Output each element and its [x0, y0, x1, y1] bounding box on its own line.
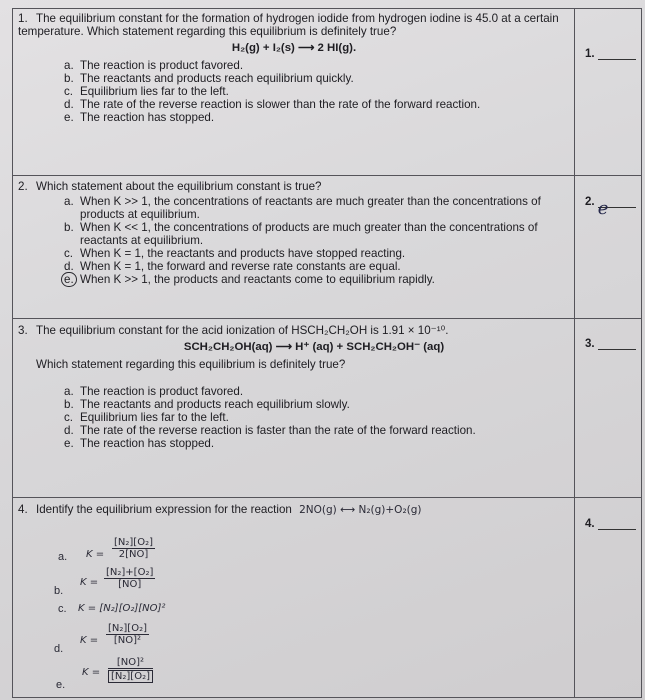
option-letter: c.	[58, 603, 67, 615]
option-text: When K >> 1, the products and reactants come to equilibrium rapidly.	[80, 273, 435, 286]
option-d[interactable]	[64, 260, 570, 273]
question-divider	[12, 497, 642, 498]
question-2	[18, 180, 570, 286]
expression-k: K =	[80, 577, 99, 588]
fraction-denominator: [NO]²	[113, 635, 142, 646]
option-letter: b.	[64, 72, 74, 85]
circled-option-letter: e.	[61, 272, 77, 287]
option-d[interactable]	[64, 98, 570, 111]
option-letter: d.	[64, 98, 74, 111]
option-letter: a.	[64, 59, 74, 72]
answer-options	[64, 59, 570, 124]
option-e[interactable]	[64, 273, 570, 286]
question-text: Which statement regarding this equilibrium is definitely true?	[36, 358, 346, 371]
option-a[interactable]	[64, 59, 570, 72]
answer-label: 2.	[585, 196, 595, 208]
expression-fraction	[106, 623, 149, 646]
option-d[interactable]	[64, 424, 570, 437]
option-c[interactable]	[64, 411, 570, 424]
option-text: Equilibrium lies far to the left.	[80, 411, 229, 424]
question-number: 4.	[18, 503, 28, 516]
option-b[interactable]	[64, 398, 570, 411]
question-text: The equilibrium constant for the formation of hydrogen iodide from hydrogen iodine is 45.0 at a certain temperature. Which statement regarding this equilibrium is definitely true?	[18, 12, 559, 38]
option-letter: b.	[64, 398, 74, 411]
answer-line[interactable]	[598, 48, 636, 60]
question-divider	[12, 175, 642, 176]
option-letter: e.	[56, 679, 66, 691]
option-text: The reaction is product favored.	[80, 385, 244, 398]
option-letter: a.	[58, 551, 68, 563]
answer-line[interactable]	[598, 518, 636, 530]
answer-label: 3.	[585, 338, 595, 350]
option-b[interactable]	[64, 72, 570, 85]
fraction-denominator: [N₂][O₂]	[108, 670, 153, 683]
fraction-numerator: [NO]²	[108, 657, 153, 669]
option-text: The reaction has stopped.	[80, 111, 215, 124]
answer-blank-1[interactable]	[585, 48, 636, 60]
option-letter: d.	[64, 260, 74, 273]
chemical-equation: SCH₂CH₂OH(aq) ⟶ H⁺ (aq) + SCH₂CH₂OH⁻ (aq)	[183, 341, 445, 353]
answer-blank-2[interactable]	[585, 196, 636, 219]
fraction-denominator: [NO]	[118, 579, 142, 590]
option-e[interactable]	[56, 657, 190, 691]
option-c[interactable]	[60, 603, 200, 619]
option-text: When K = 1, the reactants and products have stopped reacting.	[80, 247, 406, 260]
option-text: The rate of the reverse reaction is faster than the rate of the forward reaction.	[80, 424, 476, 437]
option-text: The reactants and products reach equilibrium quickly.	[80, 72, 354, 85]
option-text: When K << 1, the concentrations of products are much greater than the concentrations of reactants at equilibrium.	[80, 221, 538, 247]
question-stem	[18, 503, 570, 517]
option-b[interactable]	[54, 567, 190, 601]
expression-fraction	[108, 657, 153, 683]
fraction-numerator: [N₂][O₂]	[108, 623, 147, 634]
question-number: 2.	[18, 180, 28, 193]
question-divider	[12, 318, 642, 319]
expression-k: K =	[80, 635, 99, 646]
answer-column-divider	[574, 8, 575, 698]
option-letter: b.	[64, 221, 74, 234]
expression-fraction	[112, 537, 155, 560]
option-text: The rate of the reverse reaction is slower than the rate of the forward reaction.	[80, 98, 481, 111]
fraction-numerator: [N₂][O₂]	[114, 537, 153, 548]
option-letter: c.	[64, 411, 74, 424]
option-a[interactable]	[64, 385, 570, 398]
option-c[interactable]	[64, 247, 570, 260]
answer-label: 4.	[585, 518, 595, 530]
option-e[interactable]	[64, 111, 570, 124]
question-4	[18, 503, 570, 519]
option-text: When K = 1, the forward and reverse rate constants are equal.	[80, 260, 401, 273]
option-b[interactable]	[64, 221, 570, 247]
option-letter: e.	[64, 111, 74, 124]
fraction-denominator: 2[NO]	[118, 549, 149, 560]
option-letter: a.	[64, 195, 74, 208]
option-text: The reactants and products reach equilibrium slowly.	[80, 398, 350, 411]
answer-blank-4[interactable]	[585, 518, 636, 530]
answer-line[interactable]	[598, 338, 636, 350]
question-text: Which statement about the equilibrium constant is true?	[36, 180, 322, 193]
option-a[interactable]	[64, 195, 570, 221]
fraction-numerator: [N₂]+[O₂]	[106, 567, 154, 578]
option-a[interactable]	[60, 537, 180, 571]
expression-k: K =	[86, 549, 105, 560]
option-letter: b.	[54, 585, 64, 597]
option-letter: c.	[64, 85, 74, 98]
question-3	[18, 324, 570, 450]
expression-k: K = [N₂][O₂][NO]²	[78, 603, 166, 614]
question-text: The equilibrium constant for the acid ionization of HSCH₂CH₂OH is 1.91 × 10⁻¹⁰.	[36, 324, 449, 337]
expression-fraction	[104, 567, 155, 590]
option-letter: e.	[64, 437, 74, 450]
option-d[interactable]	[54, 619, 190, 655]
answer-label: 1.	[585, 48, 595, 60]
option-letter: a.	[64, 385, 74, 398]
answer-options	[64, 195, 570, 286]
chemical-equation: H₂(g) + I₂(s) ⟶ 2 HI(g).	[231, 42, 357, 54]
question-text: Identify the equilibrium expression for the reaction	[36, 503, 292, 516]
answer-options	[64, 385, 570, 450]
question-stem	[18, 12, 570, 38]
option-letter: d.	[64, 424, 74, 437]
question-number: 3.	[18, 324, 28, 337]
option-e[interactable]	[64, 437, 570, 450]
answer-blank-3[interactable]	[585, 338, 636, 350]
question-stem	[18, 180, 570, 193]
option-c[interactable]	[64, 85, 570, 98]
question-number: 1.	[18, 12, 28, 25]
expression-k: K =	[82, 667, 101, 678]
option-text: When K >> 1, the concentrations of reactants are much greater than the concentrations of products at equilibrium.	[80, 195, 541, 221]
question-1	[18, 12, 570, 124]
option-text: The reaction is product favored.	[80, 59, 244, 72]
option-letter: c.	[64, 247, 74, 260]
option-text: Equilibrium lies far to the left.	[80, 85, 229, 98]
option-letter: d.	[54, 643, 64, 655]
option-text: The reaction has stopped.	[80, 437, 215, 450]
handwritten-answer[interactable]: e	[597, 198, 609, 219]
handwritten-reaction: 2NO(g) ⟷ N₂(g)+O₂(g)	[299, 504, 422, 516]
question-stem	[18, 324, 570, 337]
